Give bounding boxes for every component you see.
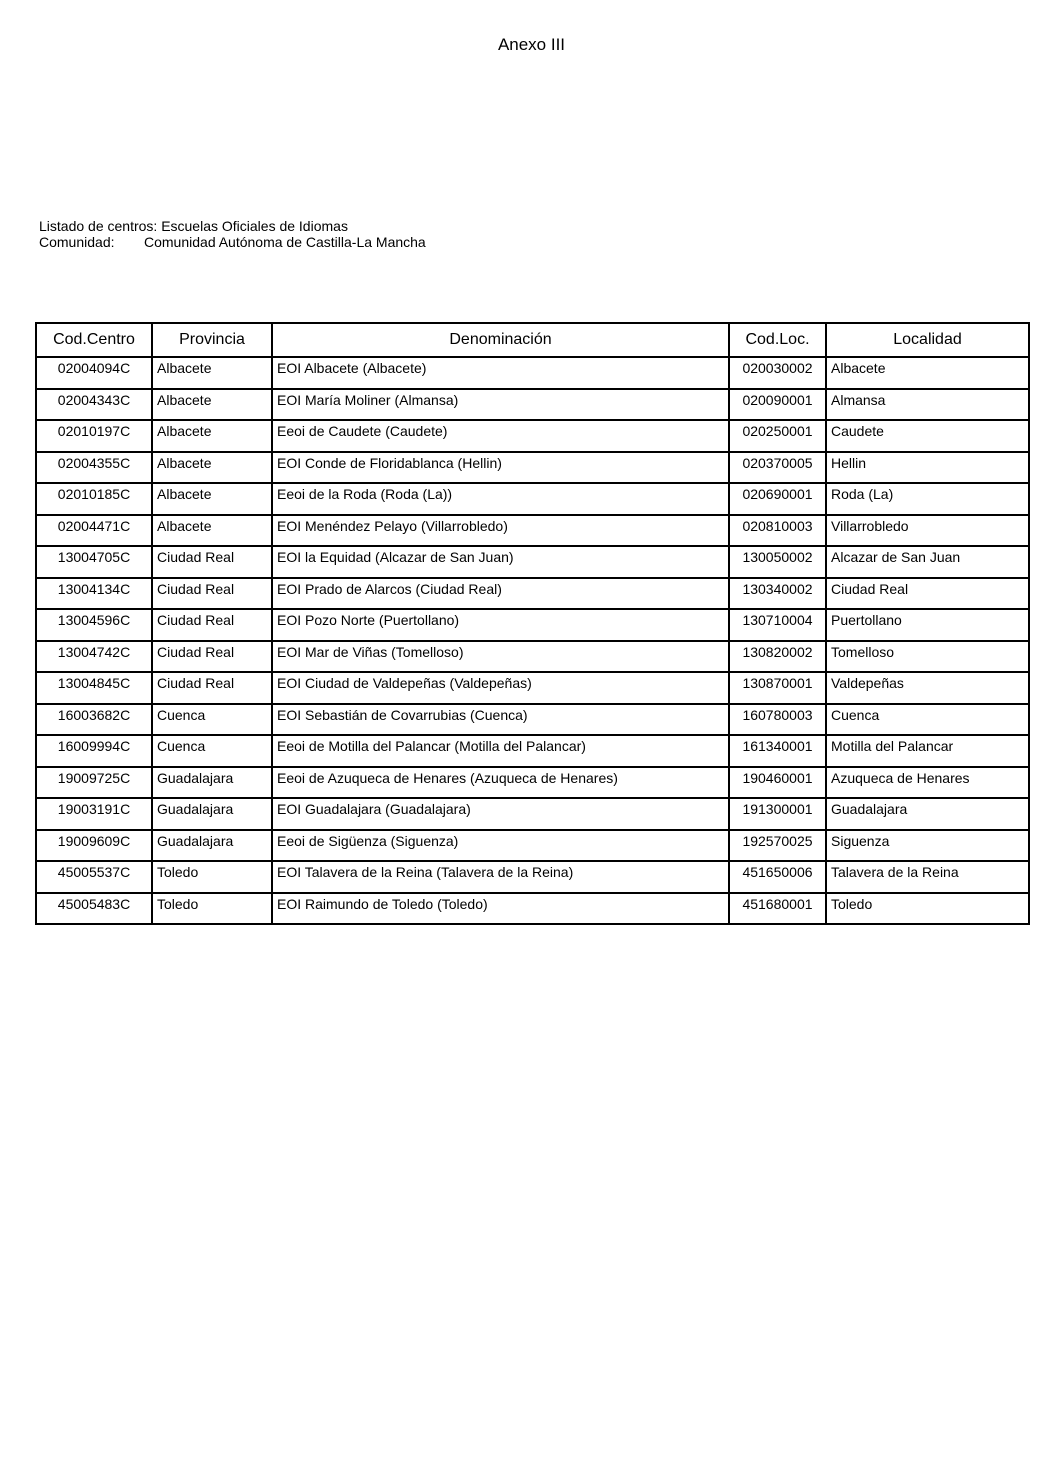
header-denominacion: Denominación [272,323,729,357]
table-row [36,767,1029,799]
cell-provincia: Albacete [152,483,272,515]
cell-cod-loc: 160780003 [729,704,826,736]
cell-cod-centro: 19009609C [36,830,152,862]
cell-provincia: Albacete [152,357,272,389]
table-row [36,893,1029,925]
cell-cod-loc: 130870001 [729,672,826,704]
cell-denominacion: EOI María Moliner (Almansa) [272,389,729,421]
cell-provincia: Toledo [152,861,272,893]
cell-cod-centro: 16009994C [36,735,152,767]
cell-provincia: Toledo [152,893,272,925]
cell-localidad: Almansa [826,389,1029,421]
table-header-row [36,323,1029,357]
cell-provincia: Albacete [152,420,272,452]
cell-cod-centro: 13004134C [36,578,152,610]
cell-localidad: Valdepeñas [826,672,1029,704]
cell-denominacion: EOI Menéndez Pelayo (Villarrobledo) [272,515,729,547]
cell-provincia: Ciudad Real [152,609,272,641]
cell-cod-loc: 130710004 [729,609,826,641]
cell-localidad: Ciudad Real [826,578,1029,610]
table-row [36,515,1029,547]
cell-cod-loc: 020370005 [729,452,826,484]
cell-cod-loc: 190460001 [729,767,826,799]
table-row [36,452,1029,484]
cell-localidad: Toledo [826,893,1029,925]
table-row [36,609,1029,641]
cell-cod-centro: 13004705C [36,546,152,578]
cell-cod-centro: 19003191C [36,798,152,830]
cell-provincia: Albacete [152,389,272,421]
cell-denominacion: Eeoi de Caudete (Caudete) [272,420,729,452]
cell-cod-loc: 130050002 [729,546,826,578]
cell-cod-centro: 02010185C [36,483,152,515]
cell-cod-centro: 02004094C [36,357,152,389]
cell-cod-loc: 130340002 [729,578,826,610]
table-row [36,420,1029,452]
header-provincia: Provincia [152,323,272,357]
cell-provincia: Albacete [152,452,272,484]
cell-cod-centro: 02010197C [36,420,152,452]
cell-cod-centro: 13004845C [36,672,152,704]
cell-localidad: Puertollano [826,609,1029,641]
table-row [36,672,1029,704]
centers-table [35,322,1030,925]
cell-localidad: Tomelloso [826,641,1029,673]
cell-localidad: Guadalajara [826,798,1029,830]
community-line [39,234,426,250]
cell-denominacion: Eeoi de la Roda (Roda (La)) [272,483,729,515]
cell-denominacion: EOI Mar de Viñas (Tomelloso) [272,641,729,673]
cell-localidad: Caudete [826,420,1029,452]
cell-provincia: Guadalajara [152,798,272,830]
cell-cod-loc: 451650006 [729,861,826,893]
header-cod-loc: Cod.Loc. [729,323,826,357]
cell-cod-loc: 020090001 [729,389,826,421]
table-row [36,798,1029,830]
cell-provincia: Ciudad Real [152,672,272,704]
cell-denominacion: EOI Sebastián de Covarrubias (Cuenca) [272,704,729,736]
cell-cod-loc: 020690001 [729,483,826,515]
cell-denominacion: EOI Raimundo de Toledo (Toledo) [272,893,729,925]
cell-denominacion: EOI Ciudad de Valdepeñas (Valdepeñas) [272,672,729,704]
cell-cod-loc: 130820002 [729,641,826,673]
cell-cod-loc: 020250001 [729,420,826,452]
cell-localidad: Alcazar de San Juan [826,546,1029,578]
table-row [36,578,1029,610]
cell-localidad: Roda (La) [826,483,1029,515]
cell-cod-centro: 19009725C [36,767,152,799]
table-row [36,704,1029,736]
cell-provincia: Ciudad Real [152,546,272,578]
cell-denominacion: EOI la Equidad (Alcazar de San Juan) [272,546,729,578]
cell-localidad: Albacete [826,357,1029,389]
listing-meta [39,218,426,250]
cell-provincia: Ciudad Real [152,641,272,673]
cell-provincia: Albacete [152,515,272,547]
cell-provincia: Guadalajara [152,767,272,799]
cell-cod-centro: 02004471C [36,515,152,547]
cell-cod-loc: 191300001 [729,798,826,830]
header-localidad: Localidad [826,323,1029,357]
cell-cod-centro: 13004596C [36,609,152,641]
table-row [36,830,1029,862]
cell-cod-loc: 020810003 [729,515,826,547]
cell-provincia: Cuenca [152,704,272,736]
cell-denominacion: Eeoi de Azuqueca de Henares (Azuqueca de Henares) [272,767,729,799]
cell-localidad: Cuenca [826,704,1029,736]
header-cod-centro: Cod.Centro [36,323,152,357]
table-row [36,735,1029,767]
cell-cod-centro: 16003682C [36,704,152,736]
cell-denominacion: EOI Prado de Alarcos (Ciudad Real) [272,578,729,610]
cell-localidad: Azuqueca de Henares [826,767,1029,799]
table-row [36,641,1029,673]
cell-denominacion: EOI Conde de Floridablanca (Hellin) [272,452,729,484]
cell-cod-loc: 192570025 [729,830,826,862]
cell-cod-centro: 45005483C [36,893,152,925]
cell-denominacion: Eeoi de Motilla del Palancar (Motilla del Palancar) [272,735,729,767]
cell-denominacion: EOI Guadalajara (Guadalajara) [272,798,729,830]
cell-cod-centro: 02004343C [36,389,152,421]
cell-provincia: Cuenca [152,735,272,767]
cell-localidad: Villarrobledo [826,515,1029,547]
table-row [36,861,1029,893]
cell-cod-centro: 45005537C [36,861,152,893]
table-row [36,546,1029,578]
cell-provincia: Guadalajara [152,830,272,862]
listing-label: Listado de centros: [39,218,158,234]
cell-localidad: Motilla del Palancar [826,735,1029,767]
table-row [36,483,1029,515]
table-row [36,357,1029,389]
cell-cod-loc: 161340001 [729,735,826,767]
cell-provincia: Ciudad Real [152,578,272,610]
cell-cod-centro: 13004742C [36,641,152,673]
cell-cod-centro: 02004355C [36,452,152,484]
table-row [36,389,1029,421]
cell-localidad: Hellin [826,452,1029,484]
community-value: Comunidad Autónoma de Castilla-La Mancha [144,234,426,250]
cell-localidad: Siguenza [826,830,1029,862]
cell-denominacion: EOI Talavera de la Reina (Talavera de la Reina) [272,861,729,893]
cell-localidad: Talavera de la Reina [826,861,1029,893]
cell-denominacion: Eeoi de Sigüenza (Siguenza) [272,830,729,862]
listing-line [39,218,426,234]
listing-value: Escuelas Oficiales de Idiomas [161,218,348,234]
cell-cod-loc: 451680001 [729,893,826,925]
cell-cod-loc: 020030002 [729,357,826,389]
community-label: Comunidad: [39,234,115,250]
cell-denominacion: EOI Albacete (Albacete) [272,357,729,389]
page-title: Anexo III [497,35,566,54]
cell-denominacion: EOI Pozo Norte (Puertollano) [272,609,729,641]
